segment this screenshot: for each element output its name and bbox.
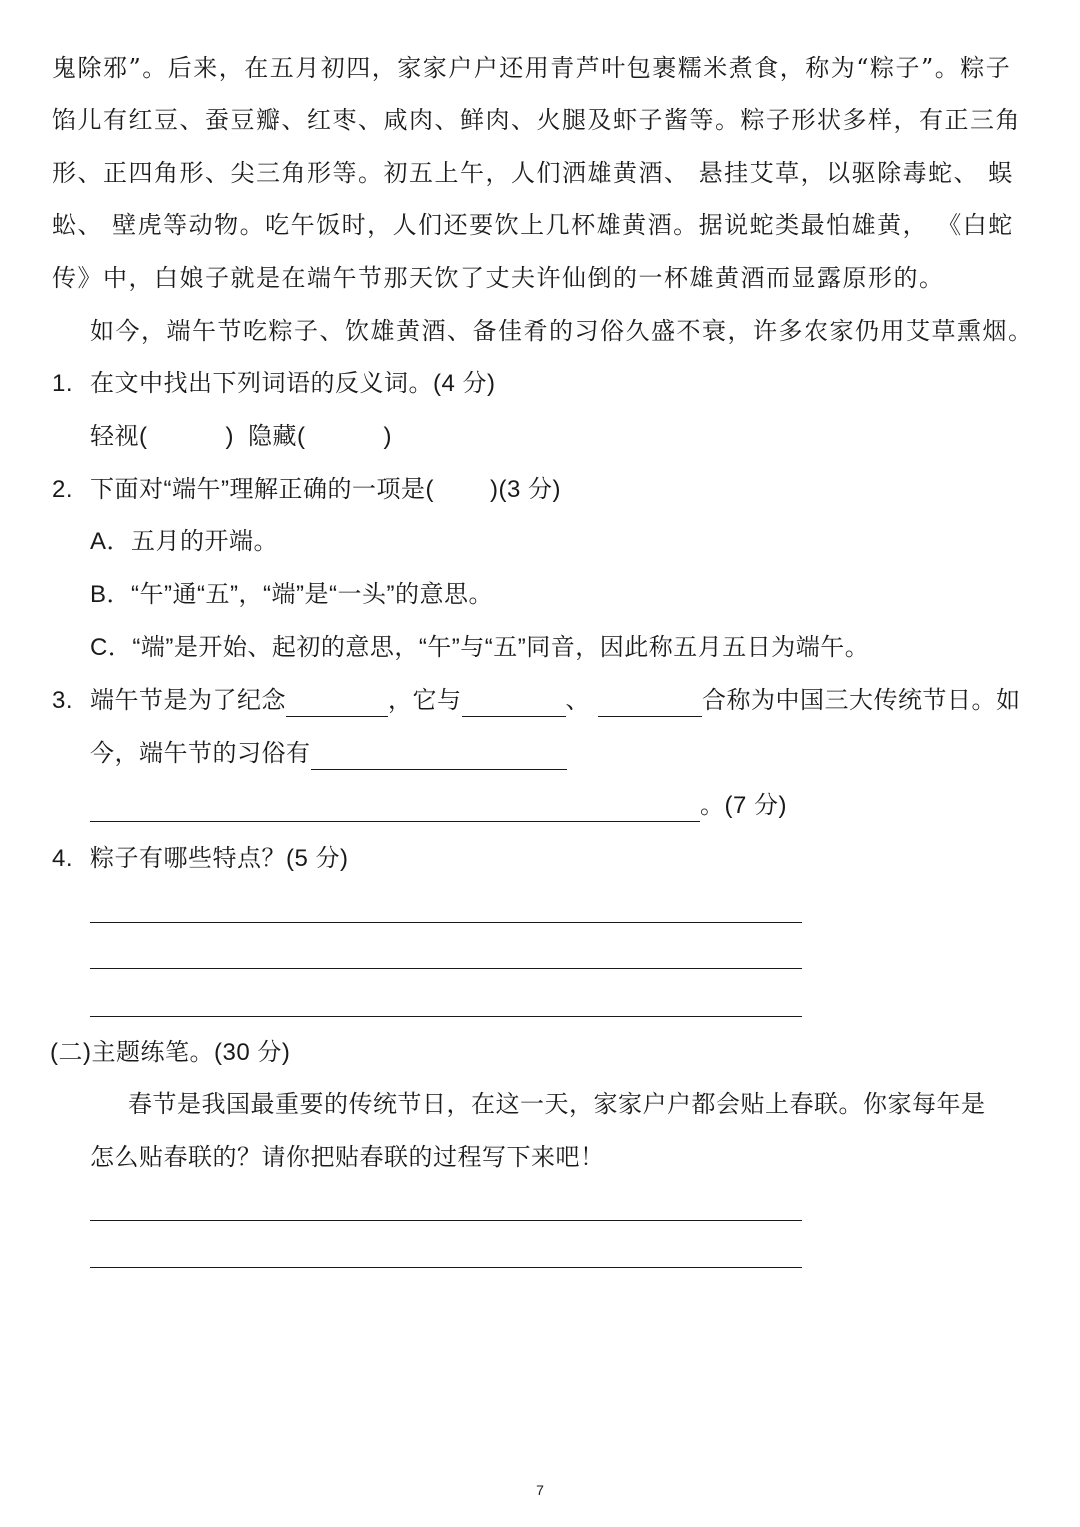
antonym-word-1: 轻视( — [90, 423, 148, 450]
question-3 — [52, 685, 1021, 717]
question-text: 、 — [565, 687, 590, 714]
passage-line: 馅儿有红豆、蚕豆瓣、红枣、咸肉、鲜肉、火腿及虾子酱等。粽子形状多样，有正三角 — [52, 106, 1021, 134]
close-paren: ) — [383, 423, 392, 450]
fill-blank[interactable] — [286, 690, 388, 717]
question-number: 2. — [52, 476, 74, 503]
passage-line: 形、正四角形、尖三角形等。初五上午，人们洒雄黄酒、 悬挂艾草，以驱除毒蛇、 蜈 — [52, 159, 1014, 187]
passage-line: 如今，端午节吃粽子、饮雄黄酒、备佳肴的习俗久盛不衰，许多农家仍用艾草熏烟。 — [90, 317, 1034, 345]
close-paren: ) — [225, 423, 234, 450]
question-number: 1. — [52, 370, 74, 397]
question-1-answers — [90, 421, 392, 453]
question-2 — [52, 474, 561, 506]
answer-line[interactable] — [90, 1267, 802, 1268]
question-3-end — [90, 790, 787, 822]
question-text: 端午节是为了纪念 — [90, 687, 286, 714]
option-a: A．五月的开端。 — [90, 528, 279, 555]
passage-line: 蚣、 壁虎等动物。吃午饭时，人们还要饮上几杯雄黄酒。据说蛇类最怕雄黄， 《白蛇 — [52, 211, 1014, 239]
question-text: ，它与 — [388, 687, 462, 714]
question-prompt: 粽子有哪些特点？(5 分) — [90, 845, 349, 872]
option-c: C．“端”是开始、起初的意思，“午”与“五”同音，因此称五月五日为端午。 — [90, 634, 870, 661]
answer-line[interactable] — [90, 922, 802, 923]
question-prompt: 下面对“端午”理解正确的一项是( — [90, 476, 434, 503]
antonym-word-2: 隐藏( — [248, 423, 306, 450]
passage-line: 鬼除邪”。后来，在五月初四，家家户户还用青芦叶包裹糯米煮食，称为“粽子”。粽子 — [52, 54, 1012, 82]
answer-line[interactable] — [90, 1220, 802, 1221]
answer-line[interactable] — [90, 968, 802, 969]
question-number: 4. — [52, 845, 74, 872]
fill-blank[interactable] — [311, 743, 567, 770]
fill-blank[interactable] — [598, 690, 702, 717]
fill-blank[interactable] — [90, 795, 700, 822]
writing-prompt-line: 春节是我国最重要的传统节日，在这一天，家家户户都会贴上春联。你家每年是 — [128, 1091, 986, 1118]
question-number: 3. — [52, 687, 74, 714]
question-points: )(3 分) — [489, 476, 561, 503]
question-text: 今，端午节的习俗有 — [90, 740, 311, 767]
question-4 — [52, 843, 349, 875]
question-prompt: 在文中找出下列词语的反义词。(4 分) — [90, 370, 496, 397]
answer-line[interactable] — [90, 1016, 802, 1017]
question-text: 合称为中国三大传统节日。如 — [702, 687, 1021, 714]
fill-blank[interactable] — [462, 690, 566, 717]
page-number: 7 — [536, 1482, 544, 1498]
passage-line: 传》中，白娘子就是在端午节那天饮了丈夫许仙倒的一杯雄黄酒而显露原形的。 — [52, 264, 945, 292]
writing-prompt-line: 怎么贴春联的？请你把贴春联的过程写下来吧！ — [90, 1144, 605, 1171]
question-points: 。(7 分) — [700, 792, 787, 819]
section-heading: (二)主题练笔。(30 分) — [50, 1039, 291, 1066]
option-b: B．“午”通“五”，“端”是“一头”的意思。 — [90, 581, 493, 608]
question-1 — [52, 368, 496, 400]
question-3-cont — [90, 738, 567, 770]
